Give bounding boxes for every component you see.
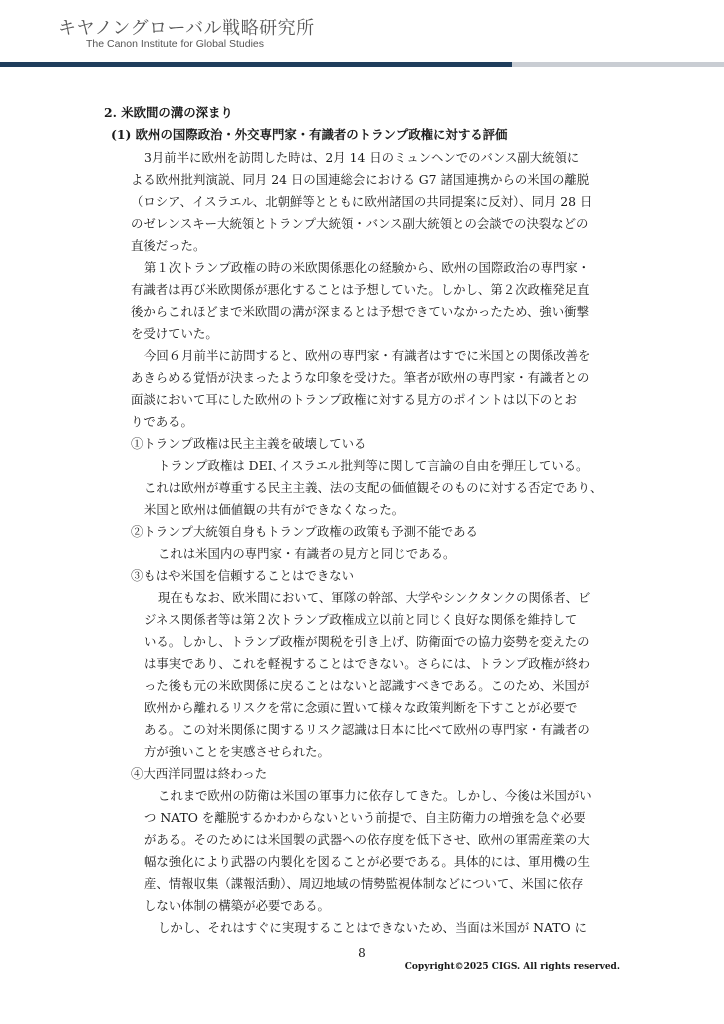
point-heading-4: ④大西洋同盟は終わった (131, 766, 268, 781)
body-line: がある。そのためには米国製の武器への依存度を低下させ、欧州の軍需産業の大 (144, 832, 590, 847)
body-line: った後も元の米欧関係に戻ることはないと認識すべきである。このため、米国が (144, 678, 590, 693)
body-line: 産、情報収集（諜報活動）、周辺地域の情勢監視体制などについて、米国に依存 (144, 876, 584, 891)
body-line: 後からこれほどまで米欧間の溝が深まるとは予想できていなかったため、強い衝撃 (131, 304, 589, 319)
point-heading-1: ①トランプ政権は民主主義を破壊している (131, 436, 367, 451)
body-line: これまで欧州の防衛は米国の軍事力に依存してきた。しかし、今後は米国がい (158, 788, 592, 803)
body-line: 直後だった。 (131, 238, 206, 253)
page-number: 8 (358, 946, 366, 960)
body-line: ジネス関係者等は第２次トランプ政権成立以前と同じく良好な関係を維持して (144, 612, 578, 627)
point-heading-2: ②トランプ大統領自身もトランプ政権の政策も予測不能である (131, 524, 478, 539)
body-line: 3月前半に欧州を訪問した時は、2月 14 日のミュンヘンでのバンス副大統領に (144, 150, 580, 165)
body-line: 方が強いことを実感させられた。 (144, 744, 330, 759)
body-line: りである。 (131, 414, 193, 429)
body-line: のゼレンスキー大統領とトランプ大統領・バンス副大統領との会談での決裂などの (131, 216, 589, 231)
copyright-notice: Copyright©2025 CIGS. All rights reserved. (404, 962, 620, 972)
body-line: しかし、それはすぐに実現することはできないため、当面は米国が NATO に (158, 920, 588, 935)
body-line: 幅な強化により武器の内製化を図ることが必要である。具体的には、軍用機の生 (144, 854, 591, 869)
body-line: つ NATO を離脱するかわからないという前提で、自主防衛力の増強を急ぐ必要 (144, 810, 586, 825)
body-line: 米国と欧州は価値観の共有ができなくなった。 (144, 502, 405, 517)
body-line: 現在もなお、欧米間において、軍隊の幹部、大学やシンクタンクの関係者、ビ (158, 590, 591, 605)
body-line: よる欧州批判演説、同月 24 日の国連総会における G7 諸国連携からの米国の離脱 (131, 172, 590, 187)
institute-name-en: The Canon Institute for Global Studies (86, 38, 265, 50)
body-line: トランプ政権は DEI､イスラエル批判等に関して言論の自由を弾圧している。 (158, 458, 589, 473)
body-line: あきらめる覚悟が決まったような印象を受けた。筆者が欧州の専門家・有識者との (131, 370, 590, 385)
body-line: ある。この対米関係に関するリスク認識は日本に比べて欧州の専門家・有識者の (144, 722, 590, 737)
body-line: 欧州から離れるリスクを常に念頭に置いて様々な政策判断を下すことが必要で (144, 700, 578, 715)
body-line: いる。しかし、トランプ政権が関税を引き上げ、防衛面での協力姿勢を変えたの (144, 634, 590, 649)
body-line: を受けていた。 (131, 326, 218, 341)
institute-name-jp: キヤノングローバル戦略研究所 (58, 18, 315, 39)
body-line: （ロシア、イスラエル、北朝鮮等とともに欧州諸国の共同提案に反対）、同月 28 日 (131, 194, 593, 209)
section-heading: 2. 米欧間の溝の深まり (104, 105, 233, 120)
body-line: これは欧州が尊重する民主主義、法の支配の価値観そのものに対する否定であり、 (144, 480, 603, 495)
body-line: は事実であり、これを軽視することはできない。さらには、トランプ政権が終わ (144, 656, 591, 671)
body-line: 第１次トランプ政権の時の米欧関係悪化の経験から、欧州の国際政治の専門家・ (144, 260, 591, 275)
body-line: 今回６月前半に訪問すると、欧州の専門家・有識者はすでに米国との関係改善を (144, 348, 591, 363)
point-heading-3: ③もはや米国を信頼することはできない (131, 568, 355, 583)
body-line: 面談において耳にした欧州のトランプ政権に対する見方のポイントは以下のとお (131, 392, 578, 407)
body-line: これは米国内の専門家・有識者の見方と同じである。 (158, 546, 456, 561)
subsection-heading: (1) 欧州の国際政治・外交専門家・有識者のトランプ政権に対する評価 (111, 127, 508, 142)
body-line: しない体制の構築が必要である。 (144, 898, 330, 913)
body-line: 有識者は再び米欧関係が悪化することは予想していた。しかし、第２次政権発足直 (131, 282, 590, 297)
